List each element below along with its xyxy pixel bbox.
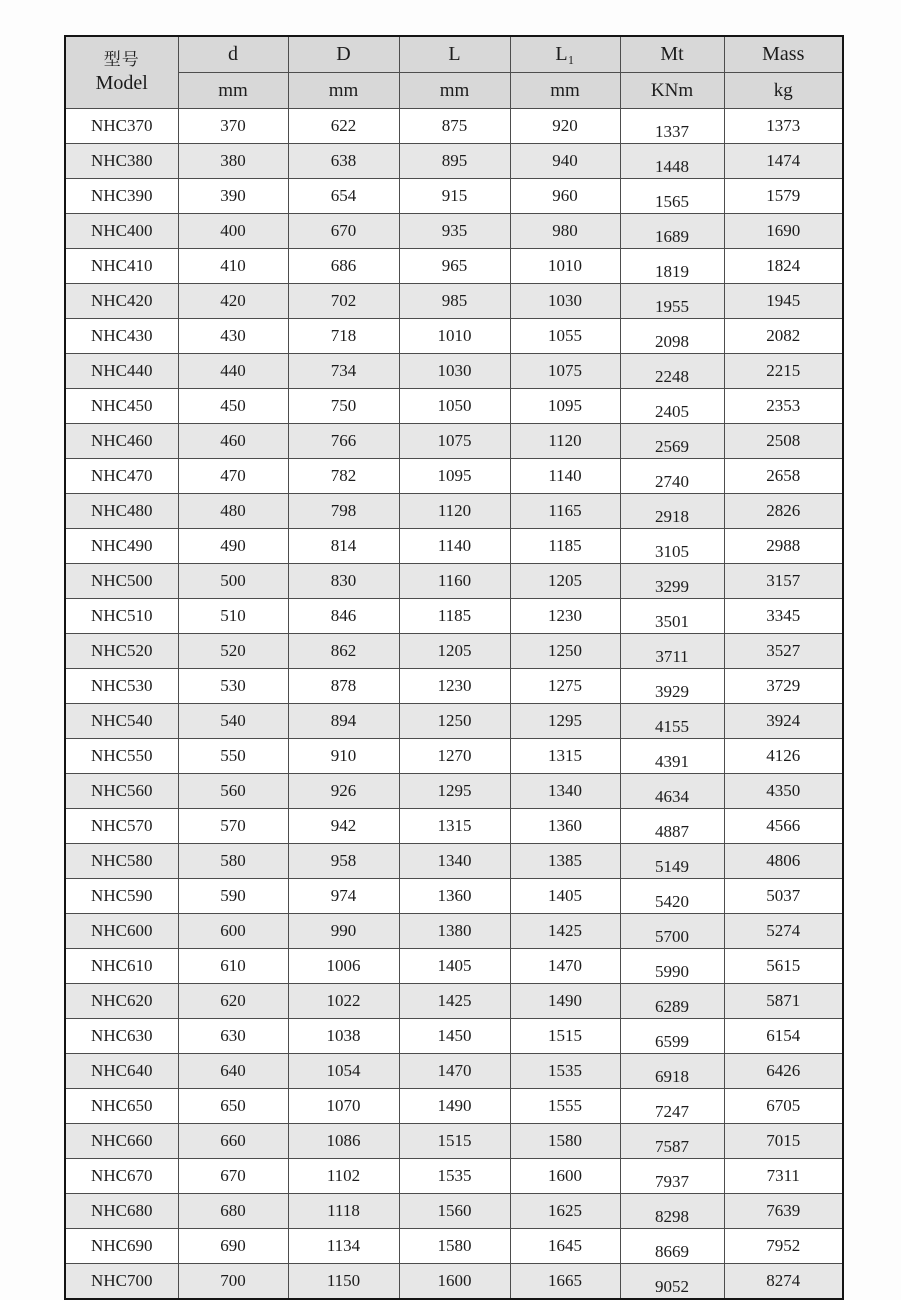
value-cell: 1205 [510, 564, 620, 599]
value-cell: 718 [288, 319, 399, 354]
table-row [65, 704, 843, 739]
value-cell: 460 [178, 424, 288, 459]
table-row [65, 984, 843, 1019]
value-cell: 1448 [620, 144, 724, 179]
value-cell: 1560 [399, 1194, 510, 1229]
column-header-mass: Mass [724, 36, 843, 73]
value-cell: 1118 [288, 1194, 399, 1229]
table-row [65, 844, 843, 879]
table-row [65, 739, 843, 774]
value-cell: 1010 [399, 319, 510, 354]
model-cell: NHC690 [65, 1229, 178, 1264]
table-header [65, 36, 843, 109]
column-unit-d: mm [178, 73, 288, 109]
model-cell: NHC570 [65, 809, 178, 844]
value-cell: 7639 [724, 1194, 843, 1229]
value-cell: 4350 [724, 774, 843, 809]
value-cell: 1470 [399, 1054, 510, 1089]
model-cell: NHC390 [65, 179, 178, 214]
model-cell: NHC700 [65, 1264, 178, 1300]
value-cell: 2740 [620, 459, 724, 494]
value-cell: 550 [178, 739, 288, 774]
value-cell: 4155 [620, 704, 724, 739]
value-cell: 3929 [620, 669, 724, 704]
value-cell: 1385 [510, 844, 620, 879]
value-cell: 5700 [620, 914, 724, 949]
value-cell: 4806 [724, 844, 843, 879]
spec-table [64, 35, 844, 1300]
model-cell: NHC590 [65, 879, 178, 914]
column-unit-L: mm [399, 73, 510, 109]
value-cell: 420 [178, 284, 288, 319]
value-cell: 1295 [510, 704, 620, 739]
table-row [65, 424, 843, 459]
value-cell: 5274 [724, 914, 843, 949]
value-cell: 3711 [620, 634, 724, 669]
value-cell: 2658 [724, 459, 843, 494]
value-cell: 1120 [399, 494, 510, 529]
value-cell: 7587 [620, 1124, 724, 1159]
value-cell: 1270 [399, 739, 510, 774]
value-cell: 6705 [724, 1089, 843, 1124]
value-cell: 580 [178, 844, 288, 879]
value-cell: 1380 [399, 914, 510, 949]
value-cell: 1230 [510, 599, 620, 634]
value-cell: 782 [288, 459, 399, 494]
value-cell: 400 [178, 214, 288, 249]
value-cell: 2508 [724, 424, 843, 459]
value-cell: 980 [510, 214, 620, 249]
value-cell: 1038 [288, 1019, 399, 1054]
model-cell: NHC640 [65, 1054, 178, 1089]
value-cell: 9052 [620, 1264, 724, 1300]
value-cell: 4634 [620, 774, 724, 809]
value-cell: 1185 [510, 529, 620, 564]
value-cell: 958 [288, 844, 399, 879]
value-cell: 5990 [620, 949, 724, 984]
value-cell: 1425 [399, 984, 510, 1019]
table-row [65, 774, 843, 809]
header-unit-row [65, 73, 843, 109]
value-cell: 1075 [510, 354, 620, 389]
value-cell: 1086 [288, 1124, 399, 1159]
value-cell: 1490 [510, 984, 620, 1019]
value-cell: 1150 [288, 1264, 399, 1300]
value-cell: 7015 [724, 1124, 843, 1159]
table-row [65, 1229, 843, 1264]
value-cell: 1689 [620, 214, 724, 249]
value-cell: 5615 [724, 949, 843, 984]
model-cell: NHC670 [65, 1159, 178, 1194]
value-cell: 766 [288, 424, 399, 459]
value-cell: 895 [399, 144, 510, 179]
value-cell: 6289 [620, 984, 724, 1019]
value-cell: 1425 [510, 914, 620, 949]
value-cell: 894 [288, 704, 399, 739]
value-cell: 974 [288, 879, 399, 914]
value-cell: 1102 [288, 1159, 399, 1194]
value-cell: 5037 [724, 879, 843, 914]
value-cell: 8274 [724, 1264, 843, 1300]
value-cell: 875 [399, 109, 510, 144]
value-cell: 1819 [620, 249, 724, 284]
value-cell: 1340 [399, 844, 510, 879]
value-cell: 942 [288, 809, 399, 844]
value-cell: 1373 [724, 109, 843, 144]
model-cell: NHC380 [65, 144, 178, 179]
value-cell: 4391 [620, 739, 724, 774]
value-cell: 1824 [724, 249, 843, 284]
value-cell: 910 [288, 739, 399, 774]
value-cell: 1054 [288, 1054, 399, 1089]
value-cell: 654 [288, 179, 399, 214]
value-cell: 1515 [399, 1124, 510, 1159]
value-cell: 380 [178, 144, 288, 179]
value-cell: 1134 [288, 1229, 399, 1264]
value-cell: 1230 [399, 669, 510, 704]
value-cell: 1690 [724, 214, 843, 249]
table-row [65, 879, 843, 914]
table-row [65, 389, 843, 424]
value-cell: 2098 [620, 319, 724, 354]
table-row [65, 354, 843, 389]
value-cell: 1030 [399, 354, 510, 389]
table-body [65, 109, 843, 1300]
value-cell: 985 [399, 284, 510, 319]
value-cell: 3501 [620, 599, 724, 634]
value-cell: 940 [510, 144, 620, 179]
table-row [65, 599, 843, 634]
value-cell: 1070 [288, 1089, 399, 1124]
value-cell: 750 [288, 389, 399, 424]
model-cell: NHC490 [65, 529, 178, 564]
value-cell: 370 [178, 109, 288, 144]
value-cell: 5871 [724, 984, 843, 1019]
table-row [65, 529, 843, 564]
value-cell: 570 [178, 809, 288, 844]
value-cell: 878 [288, 669, 399, 704]
model-cell: NHC620 [65, 984, 178, 1019]
value-cell: 670 [288, 214, 399, 249]
value-cell: 2353 [724, 389, 843, 424]
table-row [65, 1264, 843, 1300]
value-cell: 1295 [399, 774, 510, 809]
value-cell: 5149 [620, 844, 724, 879]
value-cell: 390 [178, 179, 288, 214]
value-cell: 430 [178, 319, 288, 354]
value-cell: 1275 [510, 669, 620, 704]
value-cell: 798 [288, 494, 399, 529]
model-cell: NHC520 [65, 634, 178, 669]
table-row [65, 564, 843, 599]
value-cell: 530 [178, 669, 288, 704]
table-row [65, 459, 843, 494]
column-unit-L1: mm [510, 73, 620, 109]
header-label-row [65, 36, 843, 73]
value-cell: 470 [178, 459, 288, 494]
table-row [65, 634, 843, 669]
value-cell: 1474 [724, 144, 843, 179]
value-cell: 8669 [620, 1229, 724, 1264]
table-row [65, 1089, 843, 1124]
value-cell: 1580 [399, 1229, 510, 1264]
value-cell: 1050 [399, 389, 510, 424]
table-row [65, 1194, 843, 1229]
column-header-D: D [288, 36, 399, 73]
value-cell: 2248 [620, 354, 724, 389]
table-row [65, 1054, 843, 1089]
value-cell: 6599 [620, 1019, 724, 1054]
value-cell: 915 [399, 179, 510, 214]
model-cell: NHC660 [65, 1124, 178, 1159]
model-cell: NHC680 [65, 1194, 178, 1229]
column-unit-D: mm [288, 73, 399, 109]
model-cell: NHC550 [65, 739, 178, 774]
value-cell: 600 [178, 914, 288, 949]
value-cell: 6918 [620, 1054, 724, 1089]
value-cell: 440 [178, 354, 288, 389]
value-cell: 1945 [724, 284, 843, 319]
value-cell: 1470 [510, 949, 620, 984]
model-cell: NHC580 [65, 844, 178, 879]
value-cell: 680 [178, 1194, 288, 1229]
model-cell: NHC420 [65, 284, 178, 319]
value-cell: 3157 [724, 564, 843, 599]
value-cell: 862 [288, 634, 399, 669]
value-cell: 700 [178, 1264, 288, 1300]
model-cell: NHC610 [65, 949, 178, 984]
column-header-L: L [399, 36, 510, 73]
value-cell: 1205 [399, 634, 510, 669]
column-header-L1: L₁ [510, 36, 620, 73]
value-cell: 3345 [724, 599, 843, 634]
value-cell: 6426 [724, 1054, 843, 1089]
value-cell: 814 [288, 529, 399, 564]
model-cell: NHC470 [65, 459, 178, 494]
value-cell: 1600 [510, 1159, 620, 1194]
value-cell: 1515 [510, 1019, 620, 1054]
model-cell: NHC440 [65, 354, 178, 389]
model-cell: NHC460 [65, 424, 178, 459]
value-cell: 2405 [620, 389, 724, 424]
value-cell: 480 [178, 494, 288, 529]
value-cell: 520 [178, 634, 288, 669]
value-cell: 2988 [724, 529, 843, 564]
model-cell: NHC510 [65, 599, 178, 634]
value-cell: 3924 [724, 704, 843, 739]
value-cell: 6154 [724, 1019, 843, 1054]
value-cell: 622 [288, 109, 399, 144]
value-cell: 2082 [724, 319, 843, 354]
value-cell: 1160 [399, 564, 510, 599]
value-cell: 1140 [399, 529, 510, 564]
table-row [65, 1159, 843, 1194]
value-cell: 1022 [288, 984, 399, 1019]
value-cell: 1340 [510, 774, 620, 809]
value-cell: 410 [178, 249, 288, 284]
value-cell: 1095 [399, 459, 510, 494]
model-cell: NHC650 [65, 1089, 178, 1124]
value-cell: 1006 [288, 949, 399, 984]
value-cell: 500 [178, 564, 288, 599]
value-cell: 965 [399, 249, 510, 284]
value-cell: 670 [178, 1159, 288, 1194]
value-cell: 690 [178, 1229, 288, 1264]
value-cell: 960 [510, 179, 620, 214]
table-row [65, 949, 843, 984]
value-cell: 1095 [510, 389, 620, 424]
table-row [65, 179, 843, 214]
value-cell: 1565 [620, 179, 724, 214]
model-cell: NHC450 [65, 389, 178, 424]
value-cell: 3105 [620, 529, 724, 564]
value-cell: 2918 [620, 494, 724, 529]
value-cell: 7937 [620, 1159, 724, 1194]
value-cell: 1055 [510, 319, 620, 354]
value-cell: 1405 [399, 949, 510, 984]
value-cell: 1955 [620, 284, 724, 319]
value-cell: 2826 [724, 494, 843, 529]
value-cell: 846 [288, 599, 399, 634]
value-cell: 1337 [620, 109, 724, 144]
column-unit-Mt: KNm [620, 73, 724, 109]
table-row [65, 914, 843, 949]
value-cell: 7952 [724, 1229, 843, 1264]
value-cell: 935 [399, 214, 510, 249]
value-cell: 1490 [399, 1089, 510, 1124]
table-row [65, 494, 843, 529]
model-cell: NHC400 [65, 214, 178, 249]
value-cell: 1665 [510, 1264, 620, 1300]
value-cell: 510 [178, 599, 288, 634]
value-cell: 650 [178, 1089, 288, 1124]
value-cell: 638 [288, 144, 399, 179]
value-cell: 630 [178, 1019, 288, 1054]
value-cell: 1535 [510, 1054, 620, 1089]
table-row [65, 809, 843, 844]
value-cell: 4887 [620, 809, 724, 844]
column-unit-mass: kg [724, 73, 843, 109]
value-cell: 620 [178, 984, 288, 1019]
model-cell: NHC560 [65, 774, 178, 809]
value-cell: 7247 [620, 1089, 724, 1124]
value-cell: 1315 [510, 739, 620, 774]
value-cell: 1030 [510, 284, 620, 319]
value-cell: 926 [288, 774, 399, 809]
table-row [65, 144, 843, 179]
value-cell: 1580 [510, 1124, 620, 1159]
value-cell: 3527 [724, 634, 843, 669]
model-cell: NHC630 [65, 1019, 178, 1054]
column-header-model [65, 36, 178, 109]
value-cell: 1600 [399, 1264, 510, 1300]
table-row [65, 669, 843, 704]
value-cell: 1555 [510, 1089, 620, 1124]
value-cell: 1405 [510, 879, 620, 914]
model-cell: NHC370 [65, 109, 178, 144]
column-header-d: d [178, 36, 288, 73]
value-cell: 1535 [399, 1159, 510, 1194]
value-cell: 1250 [510, 634, 620, 669]
value-cell: 610 [178, 949, 288, 984]
value-cell: 1645 [510, 1229, 620, 1264]
model-header-chinese: 型号 [103, 50, 140, 70]
table-row [65, 319, 843, 354]
value-cell: 4126 [724, 739, 843, 774]
value-cell: 830 [288, 564, 399, 599]
value-cell: 1010 [510, 249, 620, 284]
value-cell: 1579 [724, 179, 843, 214]
value-cell: 540 [178, 704, 288, 739]
table-row [65, 249, 843, 284]
value-cell: 1140 [510, 459, 620, 494]
value-cell: 3299 [620, 564, 724, 599]
value-cell: 1120 [510, 424, 620, 459]
model-cell: NHC480 [65, 494, 178, 529]
value-cell: 8298 [620, 1194, 724, 1229]
value-cell: 1315 [399, 809, 510, 844]
value-cell: 990 [288, 914, 399, 949]
value-cell: 1250 [399, 704, 510, 739]
model-cell: NHC540 [65, 704, 178, 739]
model-header-english: Model [95, 71, 148, 94]
table-row [65, 109, 843, 144]
model-cell: NHC500 [65, 564, 178, 599]
value-cell: 734 [288, 354, 399, 389]
value-cell: 640 [178, 1054, 288, 1089]
table-row [65, 214, 843, 249]
value-cell: 1185 [399, 599, 510, 634]
value-cell: 450 [178, 389, 288, 424]
value-cell: 490 [178, 529, 288, 564]
value-cell: 2569 [620, 424, 724, 459]
table-row [65, 1124, 843, 1159]
model-cell: NHC600 [65, 914, 178, 949]
table-row [65, 284, 843, 319]
value-cell: 686 [288, 249, 399, 284]
model-cell: NHC530 [65, 669, 178, 704]
value-cell: 1360 [399, 879, 510, 914]
model-cell: NHC430 [65, 319, 178, 354]
model-cell: NHC410 [65, 249, 178, 284]
value-cell: 2215 [724, 354, 843, 389]
value-cell: 590 [178, 879, 288, 914]
value-cell: 1165 [510, 494, 620, 529]
value-cell: 560 [178, 774, 288, 809]
value-cell: 1075 [399, 424, 510, 459]
value-cell: 1450 [399, 1019, 510, 1054]
value-cell: 1360 [510, 809, 620, 844]
value-cell: 3729 [724, 669, 843, 704]
value-cell: 702 [288, 284, 399, 319]
value-cell: 660 [178, 1124, 288, 1159]
table-row [65, 1019, 843, 1054]
column-header-Mt: Mt [620, 36, 724, 73]
value-cell: 1625 [510, 1194, 620, 1229]
value-cell: 4566 [724, 809, 843, 844]
value-cell: 5420 [620, 879, 724, 914]
value-cell: 7311 [724, 1159, 843, 1194]
value-cell: 920 [510, 109, 620, 144]
